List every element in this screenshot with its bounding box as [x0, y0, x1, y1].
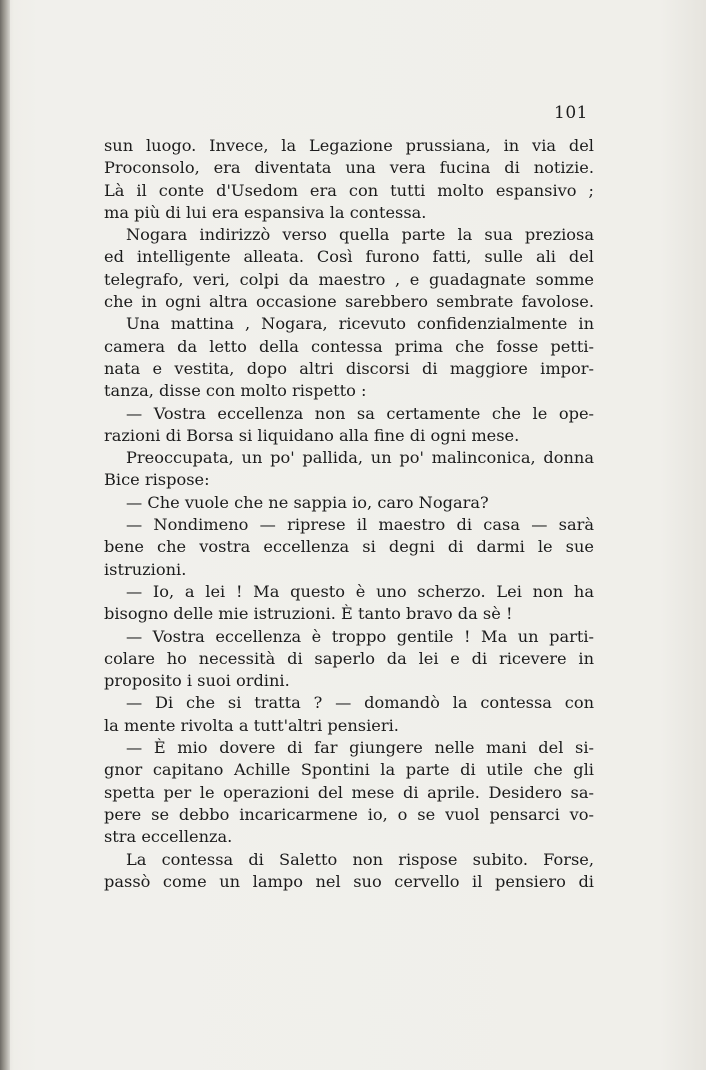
- text-line: nata e vestita, dopo altri discorsi di maggiore impor-: [104, 358, 594, 378]
- text-line: — Vostra eccellenza non sa certamente che le ope-: [126, 403, 594, 423]
- text-line: Là il conte d'Usedom era con tutti molto espansivo ;: [104, 180, 594, 200]
- text-line: — Nondimeno — riprese il maestro di casa — sarà: [126, 515, 594, 535]
- text-line: telegrafo, veri, colpi da maestro , e guadagnate somme: [104, 269, 594, 289]
- text-line: ed intelligente alleata. Così furono fatti, sulle ali del: [104, 247, 594, 267]
- text-line: Nogara indirizzò verso quella parte la sua preziosa: [126, 225, 594, 245]
- text-line: spetta per le operazioni del mese di aprile. Desidero sa-: [104, 782, 594, 802]
- text-line: Preoccupata, un po' pallida, un po' malinconica, donna: [126, 448, 594, 468]
- text-line: pere se debbo incaricarmene io, o se vuol pensarci vo-: [104, 804, 594, 824]
- text-line: — Di che si tratta ? — domandò la contessa con: [126, 693, 594, 713]
- text-line: gnor capitano Achille Spontini la parte di utile che gli: [104, 760, 594, 780]
- text-line: sun luogo. Invece, la Legazione prussiana, in via del: [104, 136, 594, 155]
- text-line: Proconsolo, era diventata una vera fucina di notizie.: [104, 158, 594, 178]
- text-line: Bice rispose:: [104, 470, 210, 490]
- text-line: istruzioni.: [104, 559, 187, 579]
- text-line: — È mio dovere di far giungere nelle mani del si-: [126, 738, 594, 758]
- text-line: ma più di lui era espansiva la contessa.: [104, 202, 427, 222]
- book-spine-shadow: [0, 0, 10, 1070]
- text-line: proposito i suoi ordini.: [104, 671, 290, 691]
- text-line: stra eccellenza.: [104, 827, 233, 847]
- text-line: — Che vuole che ne sappia io, caro Nogara?: [126, 492, 489, 512]
- page-number: 101: [554, 103, 588, 123]
- text-line: tanza, disse con molto rispetto :: [104, 381, 367, 401]
- text-line: — Io, a lei ! Ma questo è uno scherzo. Lei non ha: [126, 581, 594, 601]
- text-line: passò come un lampo nel suo cervello il pensiero di: [104, 871, 594, 891]
- text-line: razioni di Borsa si liquidano alla fine di ogni mese.: [104, 425, 520, 445]
- body-text: [104, 135, 594, 893]
- text-line: La contessa di Saletto non rispose subito. Forse,: [126, 849, 594, 869]
- text-line: bene che vostra eccellenza si degni di darmi le sue: [104, 537, 594, 557]
- text-line: colare ho necessità di saperlo da lei e di ricevere in: [104, 648, 594, 668]
- text-line: la mente rivolta a tutt'altri pensieri.: [104, 715, 399, 735]
- text-line: bisogno delle mie istruzioni. È tanto bravo da sè !: [104, 604, 513, 624]
- text-line: — Vostra eccellenza è troppo gentile ! Ma un parti-: [126, 626, 594, 646]
- text-line: Una mattina , Nogara, ricevuto confidenzialmente in: [126, 314, 594, 334]
- text-line: che in ogni altra occasione sarebbero sembrate favolose.: [104, 292, 594, 312]
- text-line: camera da letto della contessa prima che fosse petti-: [104, 336, 594, 356]
